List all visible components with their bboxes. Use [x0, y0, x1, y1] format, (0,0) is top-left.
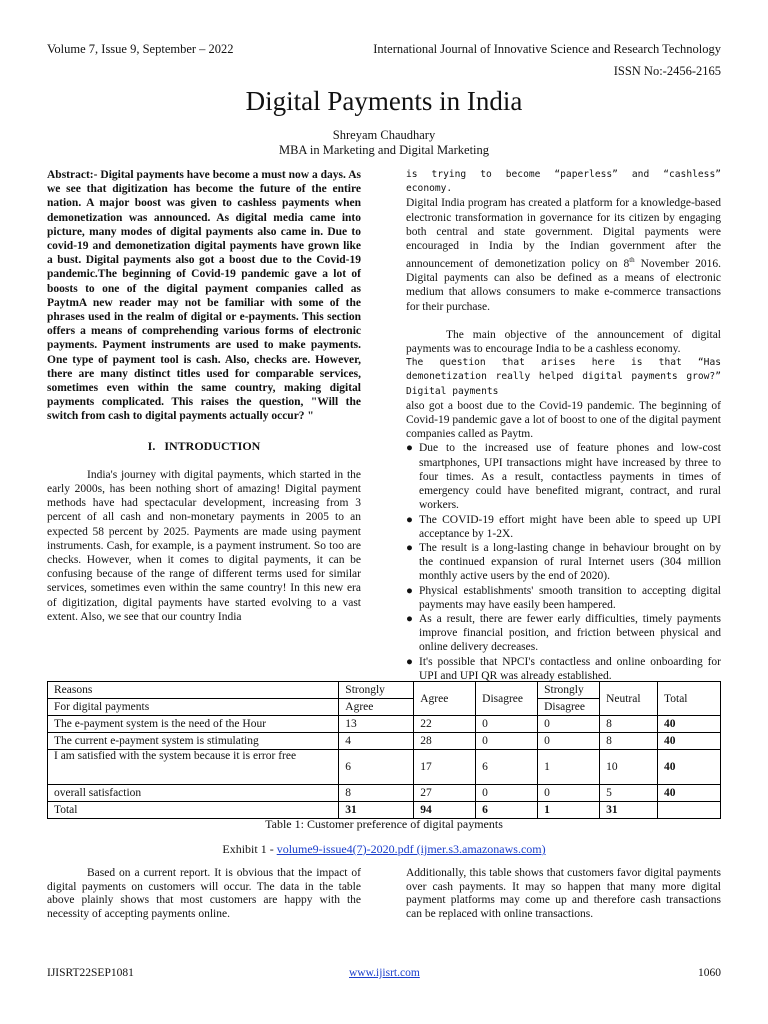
table-row	[48, 716, 721, 733]
cell-strongly-disagree: 1	[538, 750, 600, 785]
cell-strongly-agree: 31	[339, 802, 414, 819]
header-strongly-disagree-1: Strongly	[538, 682, 600, 699]
cell-strongly-disagree: 0	[538, 716, 600, 733]
mono-sentence-2: The question that arises here is that “Has demonetization really helped digital payments grow?” Digital payments	[406, 357, 721, 397]
digital-india-paragraph: Digital India program has created a platform for a knowledge-based electronic transformation in governance for its citizen by engaging both central and state government. Digital payments were encouraged in India by the Indian government after the announcement of demonetization policy on 8th November 2016. Digital payments can also be defined as a means of electronic medium that allows consumers to make e-commerce transactions for their purchase.	[406, 197, 721, 313]
cell-strongly-agree: 6	[339, 750, 414, 785]
cell-total: 40	[658, 716, 721, 733]
list-item: ● Physical establishments' smooth transition to accepting digital payments may have easily been hampered.	[406, 584, 721, 611]
cell-strongly-disagree: 0	[538, 785, 600, 802]
cell-neutral: 31	[600, 802, 658, 819]
cell-strongly-disagree: 0	[538, 733, 600, 750]
mono-sentence-1: is trying to become “paperless” and “cashless” economy.	[406, 169, 721, 195]
cell-neutral: 10	[600, 750, 658, 785]
header-agree: Agree	[414, 682, 476, 716]
author-affiliation: MBA in Marketing and Digital Marketing	[278, 143, 490, 157]
cell-reason: overall satisfaction	[48, 785, 339, 802]
cell-neutral: 8	[600, 733, 658, 750]
objective-paragraph-start: The main objective of the announcement of digital payments was to encourage India to be a cashless economy.	[406, 328, 721, 356]
list-item: ● Due to the increased use of feature phones and low-cost smartphones, UPI transactions might have increased by three to four times. As a result, contactless payments in times of emergency could have benefited migrant, contract, and rural workers.	[406, 442, 721, 512]
cell-agree: 28	[414, 733, 476, 750]
table-row	[48, 750, 721, 785]
left-column	[47, 168, 361, 624]
list-item: ● As a result, there are fewer early difficulties, timely payments improve financial position, and friction between physical and online delivery decreases.	[406, 612, 721, 654]
author-name: Shreyam Chaudhary	[332, 128, 436, 142]
bullet-icon: ●	[406, 612, 413, 625]
table-header-row	[48, 682, 721, 699]
cell-agree: 17	[414, 750, 476, 785]
right-column	[406, 168, 721, 683]
cell-disagree: 0	[476, 716, 538, 733]
table-caption: Table 1: Customer preference of digital payments	[265, 817, 503, 831]
customer-preference-table	[47, 681, 721, 819]
section-heading-introduction: I. INTRODUCTION	[147, 438, 261, 453]
footer-url[interactable]	[349, 967, 420, 979]
cell-total: 40	[658, 733, 721, 750]
volume-info: Volume 7, Issue 9, September – 2022	[47, 42, 234, 56]
table-total-row	[48, 802, 721, 819]
exhibit-line: Exhibit 1 - volume9-issue4(7)-2020.pdf (ijmer.s3.amazonaws.com)	[222, 842, 546, 856]
cell-agree: 94	[414, 802, 476, 819]
cell-strongly-disagree: 1	[538, 802, 600, 819]
paper-title: Digital Payments in India	[245, 86, 523, 116]
footer-paper-id: IJISRT22SEP1081	[47, 967, 134, 979]
bullet-icon: ●	[406, 584, 413, 597]
cell-agree: 22	[414, 716, 476, 733]
cell-disagree: 0	[476, 785, 538, 802]
table-row	[48, 733, 721, 750]
header-for-digital-payments: For digital payments	[48, 699, 339, 716]
cell-disagree: 6	[476, 750, 538, 785]
cell-strongly-agree: 4	[339, 733, 414, 750]
introduction-paragraph: India's journey with digital payments, which started in the early 2000s, has been nothing short of amazing! Digital payment methods have had spectacular development, increasing from 3 percent of all cash and non-monetary payments in 2005 to an expected 58 percent by 2025. Payments are made using payment instruments. Cash, for example, is a payment instrument. So too are checks. However, when it comes to digital payments, it can be confusing because of the range of different terms used for similar services, sometimes even within the same country! In this new era of digitization, digital payments have started evolving to a vast extent. Also, we see that our country India	[47, 468, 361, 623]
issn: ISSN No:-2456-2165	[613, 64, 721, 78]
header-strongly-disagree-2: Disagree	[538, 699, 600, 716]
cell-reason: Total	[48, 802, 339, 819]
cell-strongly-agree: 13	[339, 716, 414, 733]
header-disagree: Disagree	[476, 682, 538, 716]
header-reasons: Reasons	[48, 682, 339, 699]
cell-total: 40	[658, 785, 721, 802]
bullet-icon: ●	[406, 655, 413, 668]
journal-name: International Journal of Innovative Science and Research Technology	[373, 42, 721, 56]
footer-url-link[interactable]: www.ijisrt.com	[349, 967, 420, 979]
bottom-left-paragraph: Based on a current report. It is obvious that the impact of digital payments on customers will occur. The data in the table above plainly shows that most customers are happy with the necessity of accepting payments online.	[47, 867, 361, 920]
cell-strongly-agree: 8	[339, 785, 414, 802]
table-row	[48, 785, 721, 802]
exhibit-link[interactable]: volume9-issue4(7)-2020.pdf (ijmer.s3.amazonaws.com)	[276, 842, 546, 856]
bullet-icon: ●	[406, 442, 413, 455]
cell-neutral: 5	[600, 785, 658, 802]
bottom-right-paragraph: Additionally, this table shows that customers favor digital payments over cash payments. It may so happen that many more digital payment platforms may come up and therefore cash transactions can be replaced with online transactions.	[406, 867, 721, 920]
list-item: ● The COVID-19 effort might have been able to speed up UPI acceptance by 1-2X.	[406, 513, 721, 540]
footer-page-number: 1060	[698, 967, 721, 979]
header-strongly-agree-1: Strongly	[339, 682, 414, 699]
header-strongly-agree-2: Agree	[339, 699, 414, 716]
cell-agree: 27	[414, 785, 476, 802]
cell-reason: The current e-payment system is stimulating	[48, 733, 339, 750]
cell-reason: I am satisfied with the system because it is error free	[48, 750, 339, 785]
list-item: ● The result is a long-lasting change in behaviour brought on by the continued expansion of rural Internet users (304 million monthly active users by the end of 2020).	[406, 541, 721, 583]
cell-neutral: 8	[600, 716, 658, 733]
cell-total: 40	[658, 750, 721, 785]
cell-disagree: 0	[476, 733, 538, 750]
header-neutral: Neutral	[600, 682, 658, 716]
cell-reason: The e-payment system is the need of the Hour	[48, 716, 339, 733]
bullet-icon: ●	[406, 513, 413, 526]
header-total: Total	[658, 682, 721, 716]
cell-total	[658, 802, 721, 819]
cell-disagree: 6	[476, 802, 538, 819]
list-item: ● It's possible that NPCI's contactless and online onboarding for UPI and UPI QR was already established.	[406, 655, 721, 682]
abstract: Abstract:- Digital payments have become a must now a days. As we see that digitization has become the future of the entire nation. A major boost was given to cashless payments when demonetization was announced. As digital media came into picture, many modes of digital payments also came in. Due to covid-19 and demonetization digital payments have grown like a bust. Digital payments also got a boost due to the Covid-19 pandemic.The beginning of Covid-19 pandemic gave a lot of boosts to one of the digital payment companies called as PaytmA new reader may not be familiar with some of the phrases used in the realm of digital or e-payments. This section offers a means of comprehending various forms of electronic payments. Payment instruments are used to make payments. One type of payment tool is cash. Also, checks are. However, there are many distinct titles used for comparable services, sometimes even within the same country, making digital payments complicated. This raises the question, "Will the switch from cash to digital payments actually occur? "	[47, 169, 361, 423]
bullet-list	[406, 441, 721, 682]
objective-paragraph-end: also got a boost due to the Covid-19 pandemic. The beginning of Covid-19 pandemic gave a lot of boost to one of the digital payment companies called as Paytm.	[406, 399, 721, 441]
bullet-icon: ●	[406, 541, 413, 554]
